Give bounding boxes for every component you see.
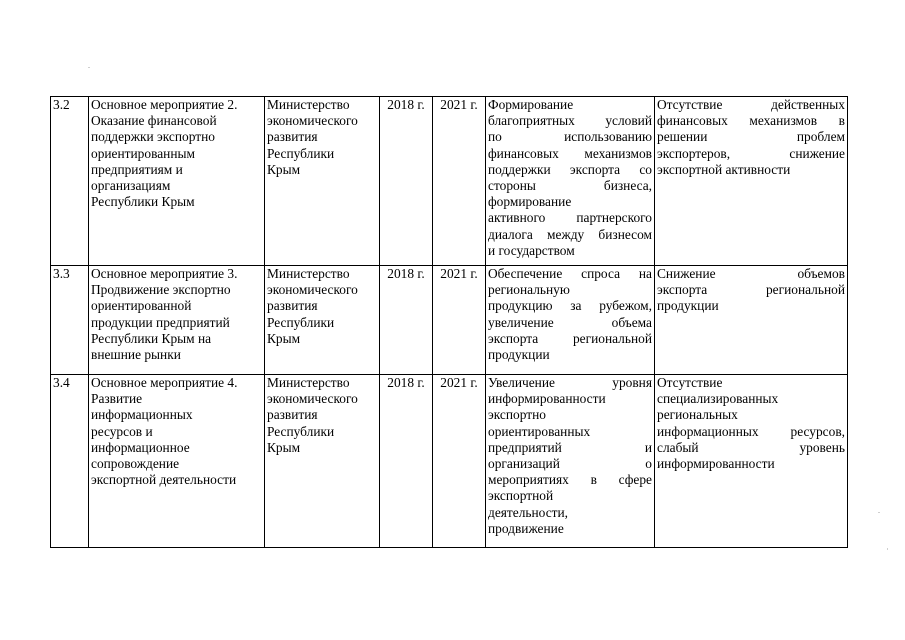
table-row <box>51 266 848 375</box>
name-text-line: продукции предприятий <box>91 314 230 330</box>
risk-text-line: Отсутствие <box>657 375 723 390</box>
executor-cell <box>265 266 380 375</box>
expected-result-cell <box>486 375 655 548</box>
activity-name-cell <box>89 375 265 548</box>
result-text-line: Увеличение уровня <box>488 375 652 390</box>
result-text-line: информированности <box>488 391 606 407</box>
result-text-line: стороны бизнеса, <box>488 178 652 194</box>
risk-text-line: продукции <box>657 298 719 314</box>
executor-text-line: развития <box>267 407 318 423</box>
result-text-line: экспортно <box>488 407 546 423</box>
risk-text-line: специализированных <box>657 391 779 407</box>
risk-cell <box>655 266 848 375</box>
name-text-line: Основное мероприятие 2. <box>91 97 238 112</box>
risk-text-line: информационных ресурсов, <box>657 423 845 439</box>
result-text-line: продвижение <box>488 520 564 536</box>
activity-name-cell <box>89 266 265 375</box>
activities-table <box>50 96 848 548</box>
start-year: 2018 г. <box>387 266 425 281</box>
name-text-line: организациям <box>91 178 171 194</box>
executor-text-line: Республики <box>267 145 335 161</box>
result-text-line: активного партнерского <box>488 210 652 226</box>
start-year-cell <box>380 97 433 266</box>
end-year: 2021 г. <box>440 266 478 281</box>
end-year: 2021 г. <box>440 375 478 390</box>
result-text-line: по использованию <box>488 129 652 145</box>
risk-cell <box>655 97 848 266</box>
name-text-line: информационное <box>91 439 190 455</box>
executor-text-line: экономического <box>267 282 358 298</box>
executor-text-line: развития <box>267 298 318 314</box>
executor-cell <box>265 97 380 266</box>
result-text-line: деятельности, <box>488 504 569 520</box>
result-text-line: Формирование <box>488 97 574 112</box>
result-text-line: предприятий и <box>488 439 652 455</box>
result-text-line: экспортной <box>488 488 554 504</box>
result-text-line: региональную <box>488 282 570 298</box>
result-text-line: Обеспечение спроса на <box>488 266 652 281</box>
name-text-line: Оказание финансовой <box>91 113 217 129</box>
row-number: 3.3 <box>53 266 70 281</box>
name-text-line: Основное мероприятие 4. <box>91 375 238 390</box>
result-text-line: диалога между бизнесом <box>488 226 652 242</box>
executor-text-line: Крым <box>267 161 301 177</box>
name-text-line: внешние рынки <box>91 347 181 363</box>
name-text-line: информационных <box>91 407 193 423</box>
executor-text-line: Министерство <box>267 266 350 281</box>
executor-text-line: развития <box>267 129 318 145</box>
scan-speck <box>878 512 880 513</box>
row-number-cell <box>51 97 89 266</box>
start-year: 2018 г. <box>387 97 425 112</box>
table-body <box>51 97 848 548</box>
result-text-line: и государством <box>488 242 575 258</box>
executor-text-line: Республики <box>267 314 335 330</box>
name-text-line: ресурсов и <box>91 423 153 439</box>
executor-text-line: Министерство <box>267 97 350 112</box>
risk-text-line: Отсутствие действенных <box>657 97 845 112</box>
risk-text-line: информированности <box>657 456 775 472</box>
result-text-line: организаций о <box>488 456 652 472</box>
result-text-line: поддержки экспорта со <box>488 161 652 177</box>
expected-result-cell <box>486 266 655 375</box>
end-year: 2021 г. <box>440 97 478 112</box>
executor-text-line: Крым <box>267 439 301 455</box>
risk-text-line: экспорта региональной <box>657 282 845 298</box>
name-text-line: Республики Крым <box>91 194 195 210</box>
scan-speck <box>887 548 888 550</box>
result-text-line: экспорта региональной <box>488 330 652 346</box>
executor-cell <box>265 375 380 548</box>
result-text-line: продукцию за рубежом, <box>488 298 652 314</box>
risk-text-line: финансовых механизмов в <box>657 113 845 129</box>
risk-text-line: слабый уровень <box>657 439 845 455</box>
row-number-cell <box>51 266 89 375</box>
activity-name-cell <box>89 97 265 266</box>
name-text-line: Основное мероприятие 3. <box>91 266 238 281</box>
result-text-line: формирование <box>488 194 572 210</box>
name-text-line: Развитие <box>91 391 143 407</box>
end-year-cell <box>433 97 486 266</box>
start-year-cell <box>380 266 433 375</box>
name-text-line: Республики Крым на <box>91 330 212 346</box>
result-text-line: увеличение объема <box>488 314 652 330</box>
result-text-line: мероприятиях в сфере <box>488 472 652 488</box>
name-text-line: поддержки экспортно <box>91 129 215 145</box>
name-text-line: ориентированным <box>91 145 195 161</box>
risk-text-line: решении проблем <box>657 129 845 145</box>
start-year: 2018 г. <box>387 375 425 390</box>
end-year-cell <box>433 266 486 375</box>
executor-text-line: экономического <box>267 391 358 407</box>
name-text-line: ориентированной <box>91 298 192 314</box>
name-text-line: сопровождение <box>91 456 180 472</box>
name-text-line: Продвижение экспортно <box>91 282 231 298</box>
executor-text-line: Крым <box>267 330 301 346</box>
scan-speck <box>88 67 90 68</box>
result-text-line: продукции <box>488 347 550 363</box>
result-text-line: финансовых механизмов <box>488 145 652 161</box>
row-number-cell <box>51 375 89 548</box>
name-text-line: предприятиям и <box>91 161 183 177</box>
start-year-cell <box>380 375 433 548</box>
table-row <box>51 375 848 548</box>
row-number: 3.4 <box>53 375 70 390</box>
table-row <box>51 97 848 266</box>
executor-text-line: Республики <box>267 423 335 439</box>
name-text-line: экспортной деятельности <box>91 472 237 488</box>
risk-cell <box>655 375 848 548</box>
risk-text-line: региональных <box>657 407 738 423</box>
risk-text-line: экспортной активности <box>657 161 791 177</box>
risk-text-line: экспортеров, снижение <box>657 145 845 161</box>
result-text-line: благоприятных условий <box>488 113 652 129</box>
risk-text-line: Снижение объемов <box>657 266 845 281</box>
end-year-cell <box>433 375 486 548</box>
expected-result-cell <box>486 97 655 266</box>
executor-text-line: Министерство <box>267 375 350 390</box>
executor-text-line: экономического <box>267 113 358 129</box>
result-text-line: ориентированных <box>488 423 591 439</box>
row-number: 3.2 <box>53 97 70 112</box>
